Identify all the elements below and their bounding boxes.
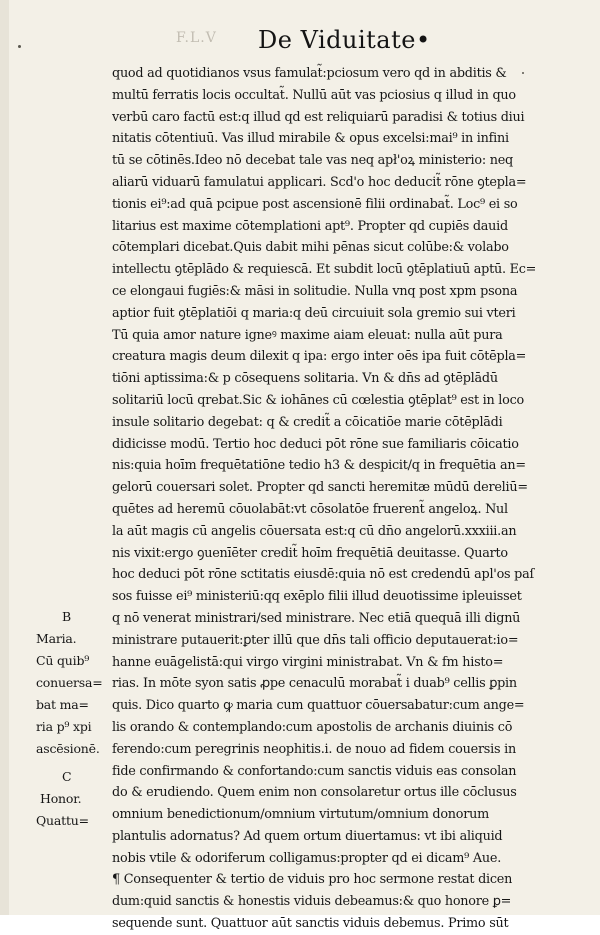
paper-speck [522,72,524,74]
page-gutter-shadow [0,0,9,915]
text-line: insule solitario degebat: q & credit̃ a cōicatiōe marie cōtēplādi [112,414,503,430]
text-line: ferendo:cum peregrinis neophitis.i. de nouo ad fidem couersis in [112,741,516,757]
main-text-block [112,63,570,935]
margin-note-bat-ma: bat ma= [36,697,89,712]
text-line: sequende sunt. Quattuor aūt sanctis viduis debemus. Primo sūt [112,916,509,932]
text-line: cōtemplari dicebat.Quis dabit mihi pēnas sicut colūbe:& volabo [112,240,509,256]
text-line: nis:quia hoīm frequētatiōne tedio h3 & despicit/q in frequētia an= [112,458,526,474]
text-line: plantulis adornatus? Ad quem ortum diuertamus: vt ibi aliquid [112,828,503,844]
text-line: nis vixit:ergo ꝯuenīēter credit̃ hoīm frequētiā deuitasse. Quarto [112,545,508,561]
text-line: sos fuisse ei⁹ ministeriū:qq exēplo filii illud deuotissime ipleuisset [112,589,522,605]
text-line: rias. In mōte syon satis ꝓpe cenaculū morabat̃ i duab⁹ cellis ꝑpin [112,676,517,692]
text-line: hanne euāgelistā:qui virgo virgini ministrabat. Vn & fm histo= [112,654,504,670]
margin-note-c: C [62,769,72,784]
margin-note-quattuor: Quattu= [36,813,89,828]
text-line: q nō venerat ministrari/sed ministrare. Nec etiā quequā illi dignū [112,610,521,626]
text-line: ¶ Consequenter & tertio de viduis pro hoc sermone restat dicen [112,872,513,888]
text-line: tiōni aptissima:& p cōsequens solitaria. Vn & dn̄s ad ꝯtēplādū [112,371,498,387]
text-line: quis. Dico quarto ꝙ maria cum quattuor cōuersabatur:cum ange= [112,698,525,714]
text-line: solitariū locū qrebat.Sic & iohānes cū cœlestia ꝯtēplat⁹ est in loco [112,392,524,408]
text-line: lis orando & contemplando:cum apostolis de archanis diuinis cō [112,719,513,735]
text-line: omnium benedictionum/omnium virtutum/omnium donorum [112,807,489,823]
text-line: dum:quid sanctis & honestis viduis debeamus:& quo honore ꝑ= [112,894,512,910]
text-line: hoc deduci pōt rōne sctitatis eiusdē:quia nō est credendū apl'os paſ [112,567,534,583]
text-line: aliarū viduarū famulatui applicari. Scd'o hoc deducit̃ rōne ꝯtepla= [112,174,527,190]
margin-note-cum-quibus: Cū quib⁹ [36,653,90,668]
text-line: verbū caro factū est:q illud qd est reliquiarū paradisi & totius diui [112,109,525,125]
text-line: ministrare putauerit:ꝑter illū que dn̄s tali officio deputauerat:io= [112,632,519,648]
text-line: la aūt magis cū angelis cōuersata est:q cū dn̄o angelorū.xxxiii.an [112,523,517,539]
text-line: gelorū couersari solet. Propter qd sancti heremitæ mūdū dereliū= [112,480,528,496]
running-title: De Viduitate• [258,26,431,54]
text-line: tū se cōtinēs.Ideo nō decebat tale vas neq apł'oꝝ ministerio: neq [112,153,513,169]
text-line: aptior fuit ꝯtēplatiōi q maria:q deū circuiuit sola gremio sui vteri [112,305,516,321]
text-line: nobis vtile & odoriferum colligamus:propter qd ei dicam⁹ Aue. [112,850,502,866]
text-line: multū ferratis locis occultat̃. Nullū aūt vas pciosius q illud in quo [112,87,516,103]
margin-note-maria: Maria. [36,631,77,646]
margin-note-ria-post-christi: ria p⁹ xpi [36,719,92,734]
text-line: intellectu ꝯtēplādo & requiescā. Et subdit locū ꝯtēplatiuū aptū. Ec= [112,262,537,278]
bleed-through-text: F.L.V [176,30,217,46]
text-line: didicisse modū. Tertio hoc deduci pōt rōne sue familiaris cōicatio [112,436,519,452]
text-line: litarius est maxime cōtemplationi apt⁹. Propter qd cupiēs dauid [112,218,508,234]
paper-speck [18,45,21,48]
text-line: ce elongaui fugiēs:& māsi in solitudie. Nulla vnq post xpm psona [112,283,518,299]
margin-note-ascensione: ascēsionē. [36,741,100,756]
text-line: creatura magis deum dilexit q ipa: ergo inter oēs ipa fuit cōtēpla= [112,349,527,365]
text-line: Tū quia amor nature igneꝰ maxime aiam eleuat: nulla aūt pura [112,327,503,343]
text-line: nitatis cōtentiuū. Vas illud mirabile & opus excelsi:mai⁹ in infini [112,131,509,147]
text-line: fide confirmando & confortando:cum sanctis viduis eas consolan [112,763,517,779]
text-line: do & erudiendo. Quem enim non consolaretur ortus ille cōclusus [112,785,517,801]
margin-note-conuersa: conuersa= [36,675,103,690]
text-line: quētes ad heremū cōuolabāt:vt cōsolatōe fruerent̃ angeloꝝ. Nul [112,501,508,517]
margin-note-b: B [62,609,71,624]
text-line: quod ad quotidianos vsus famulat̃:pciosum vero qd in abditis & [112,66,507,81]
margin-note-honor: Honor. [40,791,82,806]
text-line: tionis ei⁹:ad quā pcipue post ascensionē filii ordinabat̃. Loc⁹ ei so [112,196,518,212]
